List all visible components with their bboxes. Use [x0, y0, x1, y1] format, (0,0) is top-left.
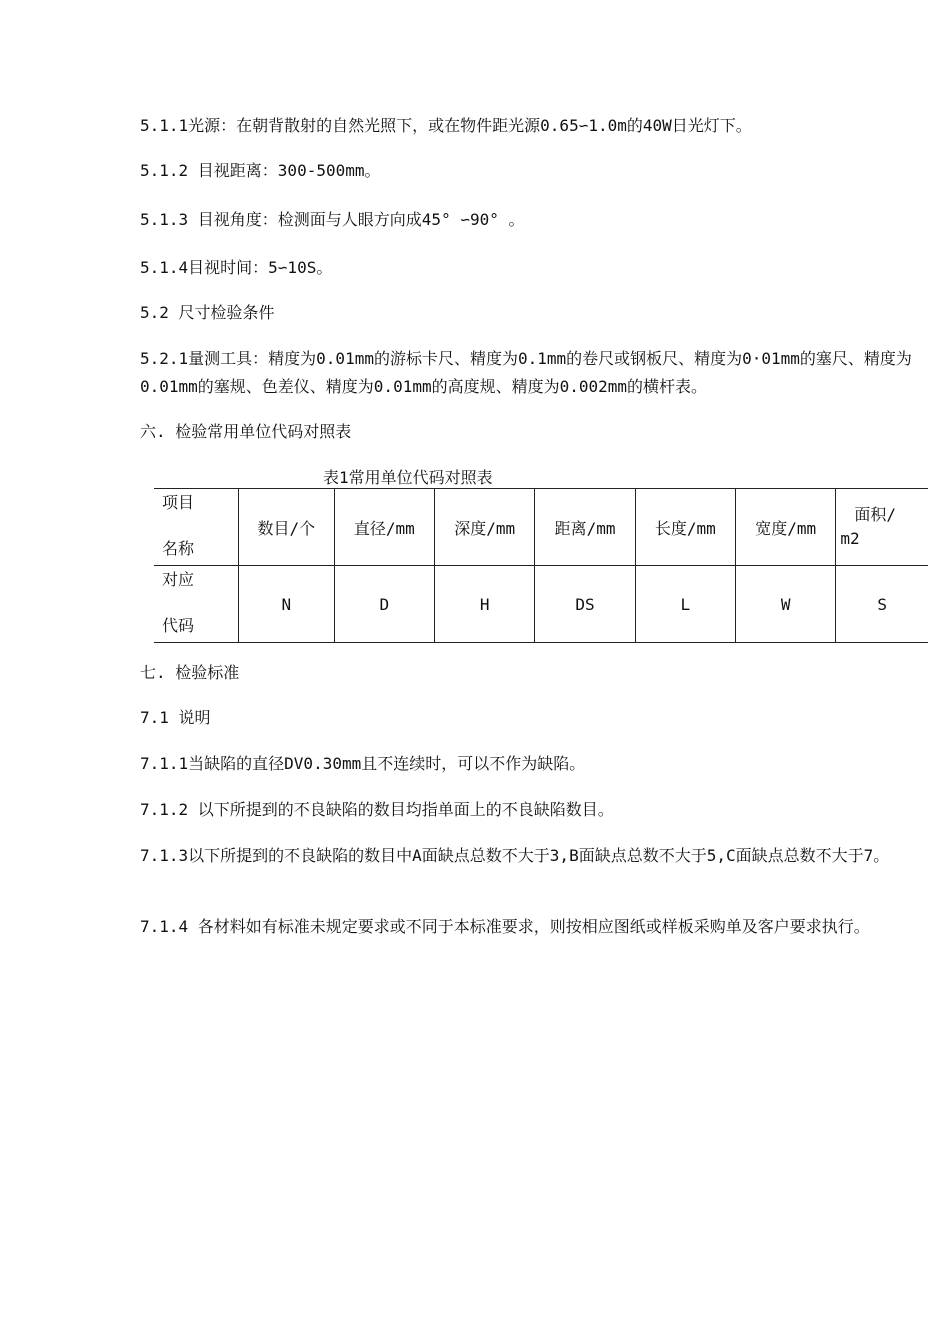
paragraph-7-1-1: 7.1.1当缺陷的直径DV0.30mm且不连续时，可以不作为缺陷。 — [140, 754, 586, 773]
table-cell-name: 距离/mm — [535, 489, 635, 566]
table-cell-name: 面积/ m2 — [836, 489, 928, 566]
row-header-name: 项目 名称 — [154, 489, 239, 566]
table-cell-code: L — [635, 566, 735, 643]
table-cell-name: 宽度/mm — [736, 489, 836, 566]
table-cell-code: S — [836, 566, 928, 643]
paragraph-5-2-1: 5.2.1量测工具：精度为0.01mm的游标卡尺、精度为0.1mm的卷尺或钢板尺、精度为0·01mm的塞尺、精度为0.01mm的塞规、色差仪、精度为0.01mm的高度规、精度为0.002mm的横杆表。 — [140, 349, 912, 396]
row-header-code: 对应 代码 — [154, 566, 239, 643]
paragraph-7-1-3: 7.1.3以下所提到的不良缺陷的数目中A面缺点总数不大于3,B面缺点总数不大于5,C面缺点总数不大于7。 — [140, 846, 890, 865]
paragraph-7-1-2: 7.1.2 以下所提到的不良缺陷的数目均指单面上的不良缺陷数目。 — [140, 800, 614, 819]
table-cell-code: H — [435, 566, 535, 643]
table-cell-name: 直径/mm — [334, 489, 434, 566]
table-cell-code: N — [239, 566, 335, 643]
heading-section-6: 六. 检验常用单位代码对照表 — [140, 422, 352, 441]
table-cell-code: D — [334, 566, 434, 643]
table-row-codes — [154, 566, 928, 643]
heading-section-7: 七. 检验标准 — [140, 663, 240, 682]
paragraph-5-1-4: 5.1.4目视时间：5∽10S。 — [140, 258, 333, 277]
heading-5-2: 5.2 尺寸检验条件 — [140, 303, 275, 322]
table-cell-name: 长度/mm — [635, 489, 735, 566]
table-cell-name: 深度/mm — [435, 489, 535, 566]
table-cell-code: W — [736, 566, 836, 643]
unit-code-table — [154, 488, 928, 643]
table-cell-name: 数目/个 — [239, 489, 335, 566]
paragraph-5-1-2: 5.1.2 目视距离：300-500mm。 — [140, 161, 381, 180]
paragraph-5-1-1: 5.1.1光源：在朝背散射的自然光照下，或在物件距光源0.65∽1.0m的40W日光灯下。 — [140, 116, 752, 135]
paragraph-5-1-3: 5.1.3 目视角度：检测面与人眼方向成45° ∽90° 。 — [140, 210, 525, 229]
table-caption: 表1常用单位代码对照表 — [323, 468, 493, 487]
table-cell-code: DS — [535, 566, 635, 643]
paragraph-7-1-4: 7.1.4 各材料如有标准未规定要求或不同于本标准要求，则按相应图纸或样板采购单及客户要求执行。 — [140, 917, 870, 936]
table-row-names — [154, 489, 928, 566]
heading-7-1: 7.1 说明 — [140, 708, 211, 727]
